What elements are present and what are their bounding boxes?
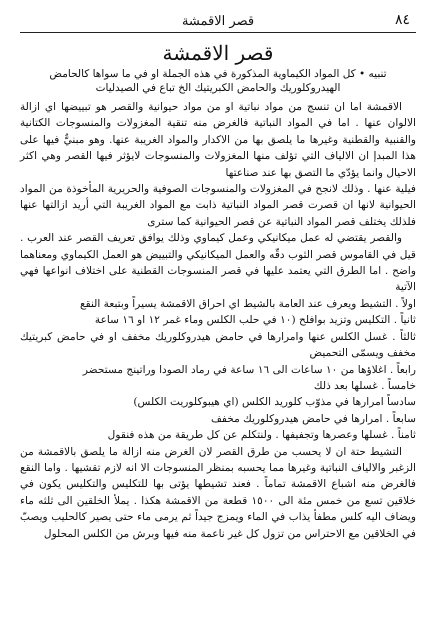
- paragraph: فيلية عنها . وذلك لانجح في المغزولات والمنسوجات الصوفية والحريرية المأخوذة من المواد الحيوانية لانها ان قصرت قصر المواد النباتية ذابت مع المواد الغريبة التي أريد ازالتها عنها فلذلك يختلف قصر المواد النباتية عن قصر الحيوانية كما سترى: [20, 183, 416, 228]
- section-title: قصر الاقمشة: [162, 41, 274, 65]
- step-item: خامساً . غسلها بعد ذلك: [313, 379, 416, 392]
- step-item: اولاً . التشيط ويعرف عند العامة بالشيط اي احراق الاقمشة يسيراً وبتبعة النقع: [79, 297, 416, 310]
- step-item: ثانياً . التكليس وتزيد بوافلح (١٠ في حلب الكلس وماء غمر ١٢ او ١٦ ساعة: [94, 314, 416, 327]
- step-item: سابعاً . امرارها في حامض هيدروكلوريك مخفف: [210, 412, 416, 425]
- step-item: ثالثاً . غسل الكلس عنها وامرارها في حامض هيدروكلوريك مخفف او في حامض كبريتيك مخفف ويسمّى التحميض: [20, 330, 416, 360]
- step-item: ثامناً . غسلها وعصرها وتجفيفها . ولنتكلم عن كل طريقة من هذه فنقول: [107, 429, 416, 442]
- page-number: ٨٤: [394, 12, 410, 28]
- running-title: قصر الاقمشة: [181, 13, 255, 29]
- page-header: [20, 10, 416, 33]
- step-item: سادساً امرارها في مذوّب كلوريد الكلس (اي هيبوكلوريت الكلس): [133, 396, 416, 409]
- paragraph: والقصر يقتضي له عمل ميكانيكي وعمل كيماوي وذلك يوافق تعريف القصر عند العرب . قيل في القاموس قصر الثوب دقّه والعمل الميكانيكي والتبييض هو العمل الكيماوي ومعناهما واضح . اما الطرق التي يعتمد عليها في قصر المنسوجات القطنية على اختلاف انواعها فهي الآتية: [20, 232, 416, 294]
- body-text: [20, 99, 416, 542]
- paragraph: الاقمشة اما ان تنسج من مواد نباتية او من مواد حيوانية والقصر هو تبييضها اي ازالة الالوان عنها . اما في المواد النباتية فالغرض منه تنقية المغزولات والمنسوجات الكتانية والقنبية والقطنية وغيرها ما يلصق بها من الاكدار والمواد الغريبة عنها. وهو مبنيٌّ فيها على هذا المبدإ ان الالياف التي تؤلف منها المغزولات والمنسوجات لايؤثر فيها القصر وهي اكثر الاحيال وانما يؤدّي ما التصق بها عند صناعتها: [20, 101, 416, 179]
- step-item: رابعاً . اغلاؤها من ١٠ ساعات الى ١٦ ساعة في رماد الصودا وراتينج مستحضر: [82, 363, 416, 376]
- note: تنبيه • كل المواد الكيماوية المذكورة في هذه الجملة او في ما سواها كالحامض الهيدروكلوريك والحامض الكبريتيك الخ تباع في الصيدليات: [49, 68, 387, 94]
- paragraph: التشيط حتة ان لا يحسب من طرق القصر لان الغرض منه ازالة ما يلصق بالاقمشة من الزغبر والالياف النباتية وغيرها مما يحسبه بمنظر المنسوجات الا انه لازم تقشيها . واما النقع فالغرض منه اشباع الاقمشة تماماً . فعند تشيطها يؤتى بها للتكليس والتكليس يكون في خلاقين تسع من خمس مئة الى ١٥٠٠ قطعة من الاقمشة هكذا . يملأ الخلقين الى ثلثه ماء ويضاف اليه كلس مطفأ يذاب في الماء ويمزج جيداً ثم يرمى ماء حتى يصير كالحليب ويصبّ في الخلاقين مع الاحتراس من تزول كل غير ناعمة منه فيها وبرش من الكلس المحلول: [20, 445, 416, 540]
